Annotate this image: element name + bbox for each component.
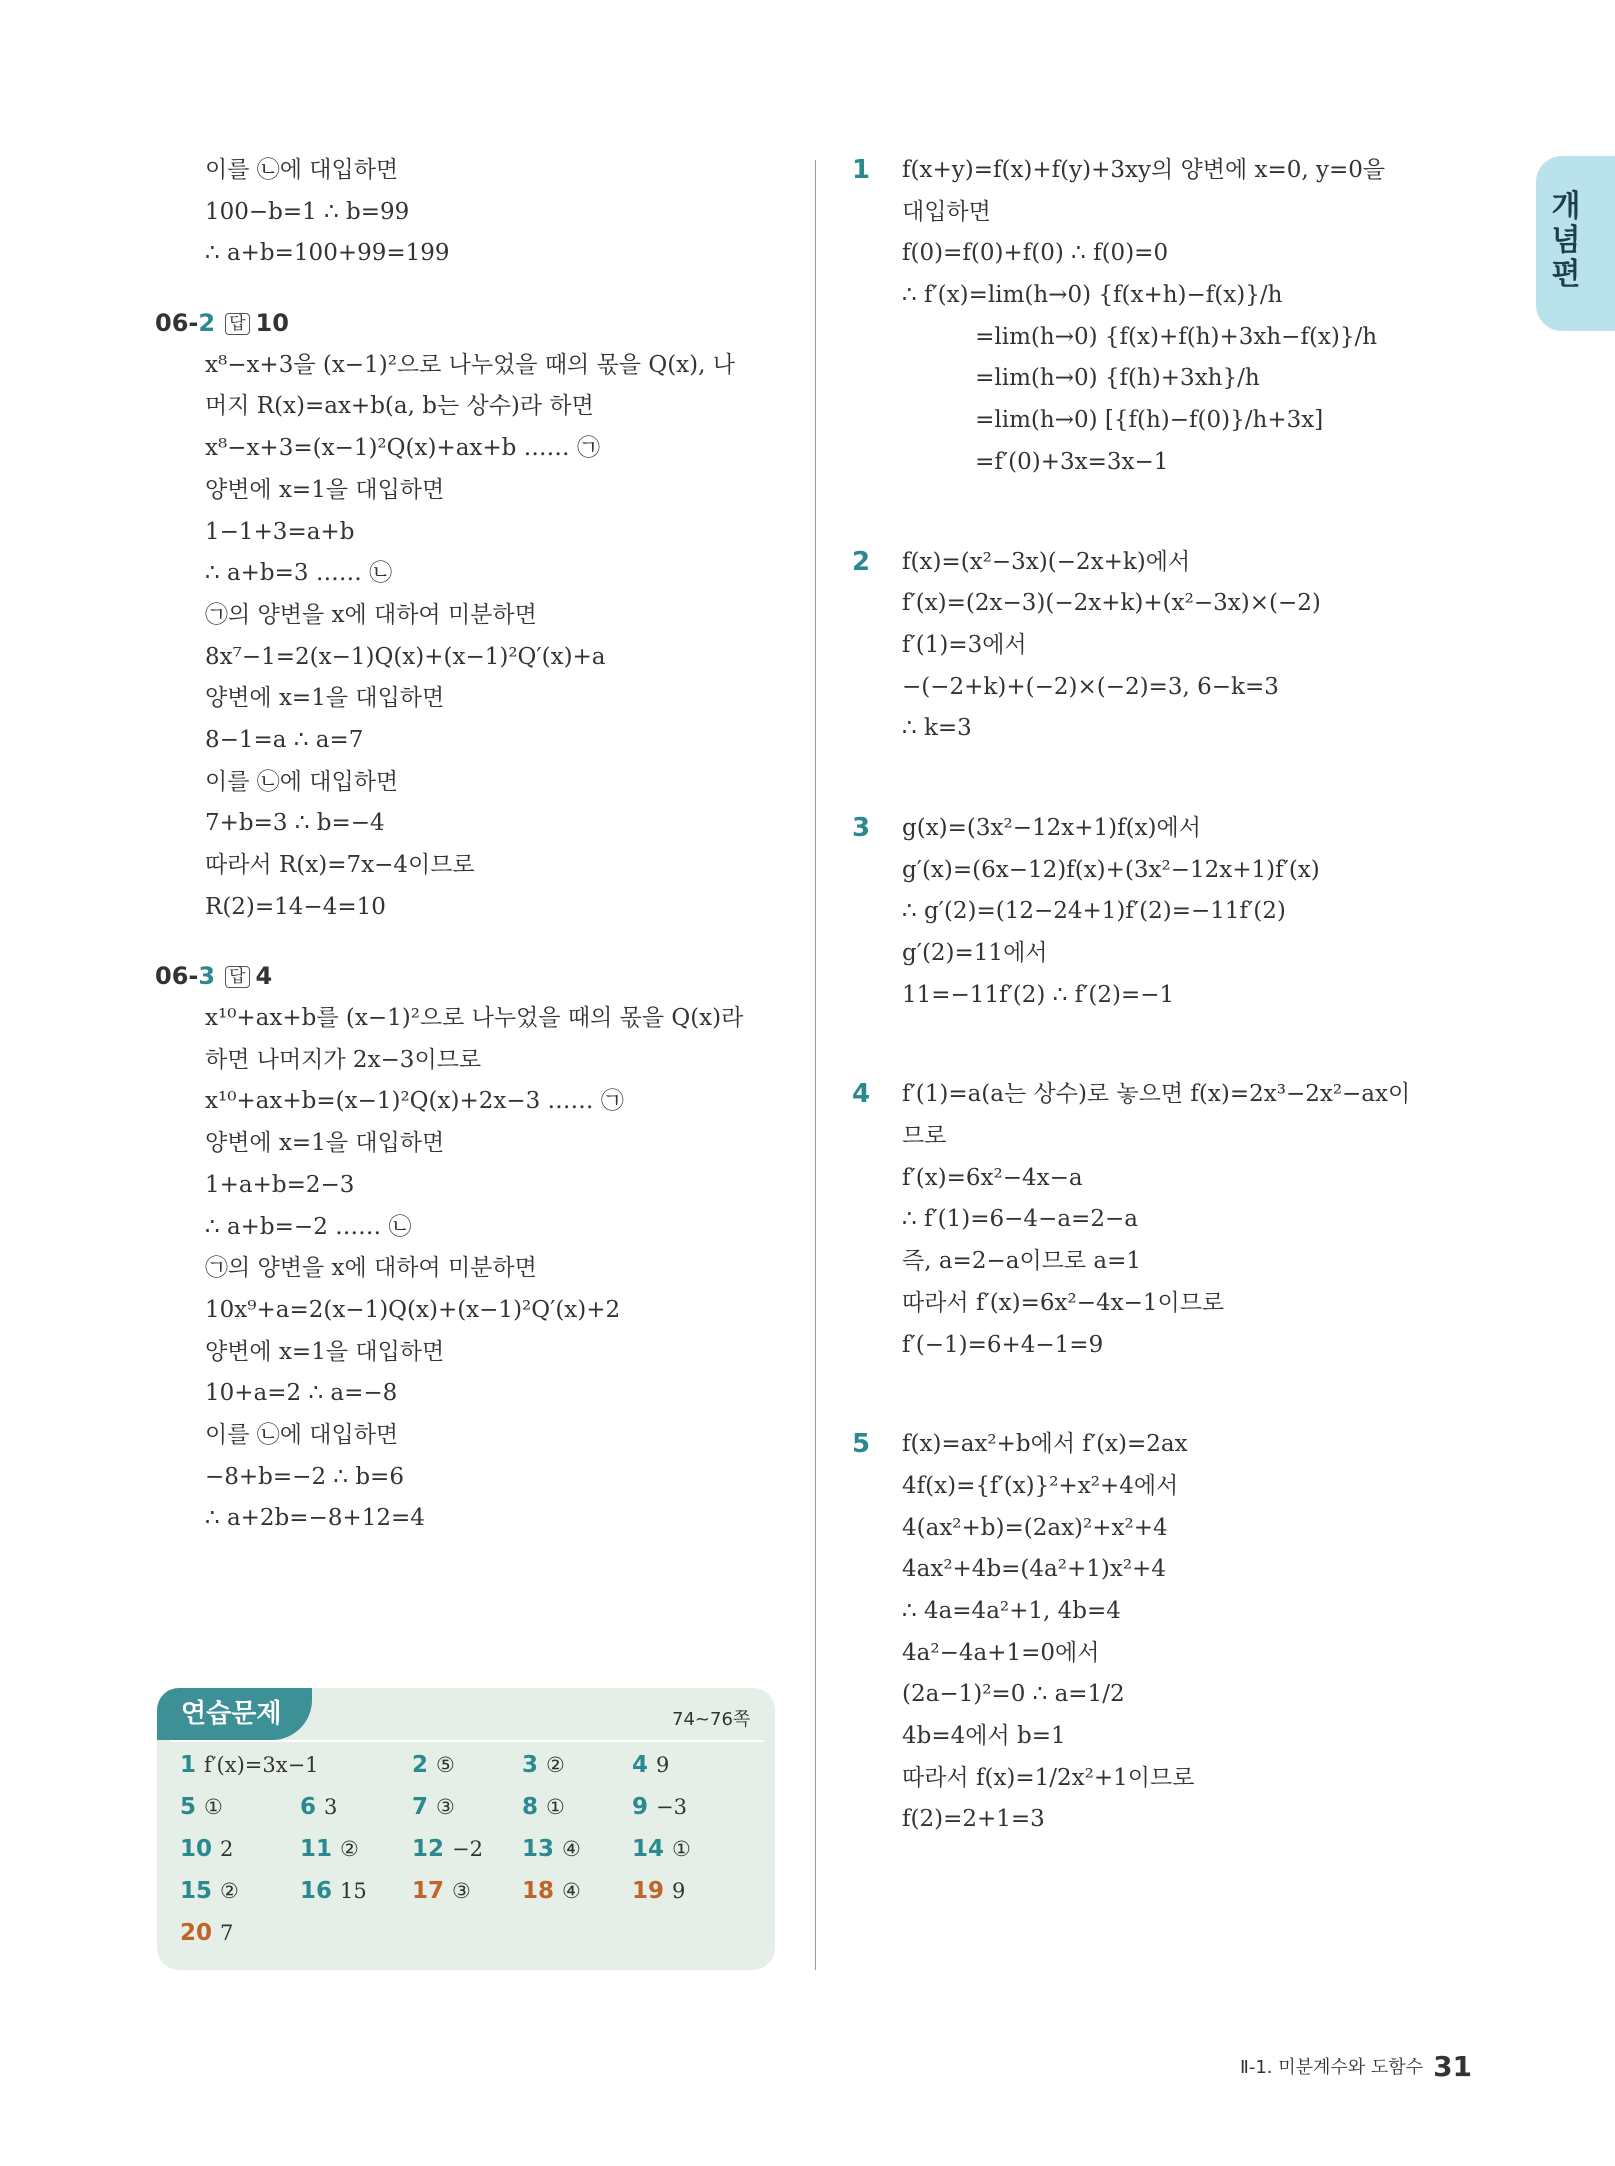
section-title: Ⅱ-1. 미분계수와 도함수 xyxy=(1240,2057,1424,2078)
practice-pages: 74~76쪽 xyxy=(672,1709,751,1730)
text-line: 따라서 f(x)=1/2x²+1이므로 xyxy=(902,1764,1195,1791)
text-line: x¹⁰+ax+b=(x−1)²Q(x)+2x−3 …… ㉠ xyxy=(205,1088,624,1115)
text-line: f′(x)=6x²−4x−a xyxy=(902,1164,1083,1191)
text-line: ∴ k=3 xyxy=(902,715,972,742)
answer-item: 15 ② xyxy=(180,1878,239,1904)
answer-item: 4 9 xyxy=(632,1752,670,1778)
text-line: 4b=4에서 b=1 xyxy=(902,1723,1066,1749)
text-line: f(2)=2+1=3 xyxy=(902,1806,1045,1833)
text-line: ㉠의 양변을 x에 대하여 미분하면 xyxy=(205,1255,537,1282)
text-line: 따라서 f′(x)=6x²−4x−1이므로 xyxy=(902,1289,1225,1316)
solution-header: 06-2 답 10 xyxy=(155,309,289,338)
text-line: 대입하면 xyxy=(902,198,991,225)
problem-1 xyxy=(852,150,1492,484)
answer-item: 11 ② xyxy=(300,1836,359,1862)
answer-value: 4 xyxy=(255,962,273,991)
text-line: 4ax²+4b=(4a²+1)x²+4 xyxy=(902,1556,1166,1583)
practice-title: 연습문제 xyxy=(157,1688,312,1740)
answer-mark: 답 xyxy=(225,313,249,335)
problem-number: 1 xyxy=(852,155,871,185)
problem-number: 2 xyxy=(852,546,871,577)
text-line: −(−2+k)+(−2)×(−2)=3, 6−k=3 xyxy=(902,673,1279,700)
answer-item: 20 7 xyxy=(180,1920,234,1946)
answer-item: 6 3 xyxy=(300,1794,338,1820)
text-line: 양변에 x=1을 대입하면 xyxy=(205,1338,445,1365)
problem-4 xyxy=(852,1074,1492,1366)
problem-number: 5 xyxy=(852,1429,871,1460)
text-line: 1−1+3=a+b xyxy=(205,518,355,545)
text-line: 따라서 R(x)=7x−4이므로 xyxy=(205,852,475,878)
text-line: f′(1)=3에서 xyxy=(902,631,1027,658)
text-line: f(x+y)=f(x)+f(y)+3xy의 양변에 x=0, y=0을 xyxy=(902,157,1386,183)
text-line: ∴ a+b=3 …… ㉡ xyxy=(205,560,393,587)
text-line: =lim(h→0) [{f(h)−f(0)}/h+3x] xyxy=(902,407,1324,434)
answer-item: 13 ④ xyxy=(522,1836,581,1862)
text-line: 10x⁹+a=2(x−1)Q(x)+(x−1)²Q′(x)+2 xyxy=(205,1296,621,1323)
text-line: 이를 ㉡에 대입하면 xyxy=(205,157,399,183)
text-line: 11=−11f′(2) ∴ f′(2)=−1 xyxy=(902,981,1175,1008)
problem-5 xyxy=(852,1424,1492,1841)
problem-number: 4 xyxy=(852,1079,871,1110)
text-line: 4(ax²+b)=(2ax)²+x²+4 xyxy=(902,1514,1168,1541)
text-line: =lim(h→0) {f(x)+f(h)+3xh−f(x)}/h xyxy=(902,323,1378,350)
practice-divider xyxy=(170,1740,764,1742)
answer-item: 19 9 xyxy=(632,1878,686,1904)
solution-header: 06-3 답 4 xyxy=(155,962,273,991)
text-line: 1+a+b=2−3 xyxy=(205,1171,355,1198)
text-line: R(2)=14−4=10 xyxy=(205,893,386,920)
answer-item: 16 15 xyxy=(300,1878,367,1904)
text-line: 4f(x)={f′(x)}²+x²+4에서 xyxy=(902,1472,1179,1499)
text-line: 8x⁷−1=2(x−1)Q(x)+(x−1)²Q′(x)+a xyxy=(205,643,606,670)
answer-value: 10 xyxy=(255,309,289,338)
text-line: −8+b=−2 ∴ b=6 xyxy=(205,1463,404,1490)
answer-item: 17 ③ xyxy=(412,1878,471,1904)
problem-2 xyxy=(852,542,1492,750)
answer-item: 7 ③ xyxy=(412,1794,455,1820)
page-footer xyxy=(1240,2047,1473,2083)
text-line: 므로 xyxy=(902,1123,947,1150)
answer-item: 5 ① xyxy=(180,1794,223,1820)
text-line: 7+b=3 ∴ b=−4 xyxy=(205,810,385,837)
answer-item: 10 2 xyxy=(180,1836,234,1862)
continued-solution xyxy=(155,150,785,275)
text-line: 이를 ㉡에 대입하면 xyxy=(205,1421,399,1448)
solution-06-3 xyxy=(155,956,785,1540)
answer-item: 3 ② xyxy=(522,1752,565,1778)
answer-item: 2 ⑤ xyxy=(412,1752,455,1778)
text-line: 4a²−4a+1=0에서 xyxy=(902,1639,1100,1666)
text-line: x¹⁰+ax+b를 (x−1)²으로 나누었을 때의 몫을 Q(x)라 xyxy=(205,1005,744,1032)
text-line: 양변에 x=1을 대입하면 xyxy=(205,685,445,712)
text-line: f′(x)=(2x−3)(−2x+k)+(x²−3x)×(−2) xyxy=(902,590,1321,617)
text-line: 즉, a=2−a이므로 a=1 xyxy=(902,1248,1142,1275)
problem-number: 3 xyxy=(852,812,871,843)
text-line: ∴ f′(x)=lim(h→0) {f(x+h)−f(x)}/h xyxy=(902,282,1283,309)
text-line: =f′(0)+3x=3x−1 xyxy=(902,448,1169,475)
column-divider xyxy=(815,160,816,1970)
answer-item: 9 −3 xyxy=(632,1794,687,1820)
answer-mark: 답 xyxy=(225,966,249,988)
answer-item: 14 ① xyxy=(632,1836,691,1862)
text-line: 하면 나머지가 2x−3이므로 xyxy=(205,1046,482,1073)
page-number: 31 xyxy=(1433,2050,1473,2083)
text-line: f′(−1)=6+4−1=9 xyxy=(902,1331,1104,1358)
right-column xyxy=(852,150,1492,1841)
left-column xyxy=(155,150,785,1540)
answer-item: 8 ① xyxy=(522,1794,565,1820)
problem-3 xyxy=(852,808,1492,1016)
text-line: ㉠의 양변을 x에 대하여 미분하면 xyxy=(205,601,537,628)
answer-item: 18 ④ xyxy=(522,1878,581,1904)
text-line: 100−b=1 ∴ b=99 xyxy=(205,198,410,225)
text-line: ∴ a+2b=−8+12=4 xyxy=(205,1505,425,1532)
text-line: ∴ 4a=4a²+1, 4b=4 xyxy=(902,1597,1121,1624)
text-line: ∴ a+b=100+99=199 xyxy=(205,240,450,267)
text-line: g′(2)=11에서 xyxy=(902,940,1048,966)
text-line: f(x)=(x²−3x)(−2x+k)에서 xyxy=(902,548,1191,575)
text-line: 양변에 x=1을 대입하면 xyxy=(205,1130,445,1157)
text-line: =lim(h→0) {f(h)+3xh}/h xyxy=(902,365,1260,392)
text-line: f′(1)=a(a는 상수)로 놓으면 f(x)=2x³−2x²−ax이 xyxy=(902,1081,1411,1108)
solution-06-2 xyxy=(155,303,785,928)
text-line: ∴ g′(2)=(12−24+1)f′(2)=−11f′(2) xyxy=(902,898,1286,925)
answer-item: 1 f′(x)=3x−1 xyxy=(180,1752,319,1778)
text-line: (2a−1)²=0 ∴ a=1/2 xyxy=(902,1681,1125,1708)
text-line: x⁸−x+3을 (x−1)²으로 나누었을 때의 몫을 Q(x), 나 xyxy=(205,351,735,378)
text-line: 8−1=a ∴ a=7 xyxy=(205,726,364,753)
text-line: ∴ f′(1)=6−4−a=2−a xyxy=(902,1206,1138,1233)
text-line: g′(x)=(6x−12)f(x)+(3x²−12x+1)f′(x) xyxy=(902,856,1320,883)
text-line: f(0)=f(0)+f(0) ∴ f(0)=0 xyxy=(902,240,1169,267)
text-line: 머지 R(x)=ax+b(a, b는 상수)라 하면 xyxy=(205,393,594,420)
text-line: x⁸−x+3=(x−1)²Q(x)+ax+b …… ㉠ xyxy=(205,435,600,462)
section-tab-label: 개념편 xyxy=(1551,189,1581,292)
text-line: f(x)=ax²+b에서 f′(x)=2ax xyxy=(902,1431,1188,1458)
text-line: ∴ a+b=−2 …… ㉡ xyxy=(205,1213,412,1240)
text-line: g(x)=(3x²−12x+1)f(x)에서 xyxy=(902,814,1201,841)
answer-item: 12 −2 xyxy=(412,1836,483,1862)
text-line: 10+a=2 ∴ a=−8 xyxy=(205,1380,398,1407)
text-line: 이를 ㉡에 대입하면 xyxy=(205,768,399,795)
text-line: 양변에 x=1을 대입하면 xyxy=(205,476,445,503)
